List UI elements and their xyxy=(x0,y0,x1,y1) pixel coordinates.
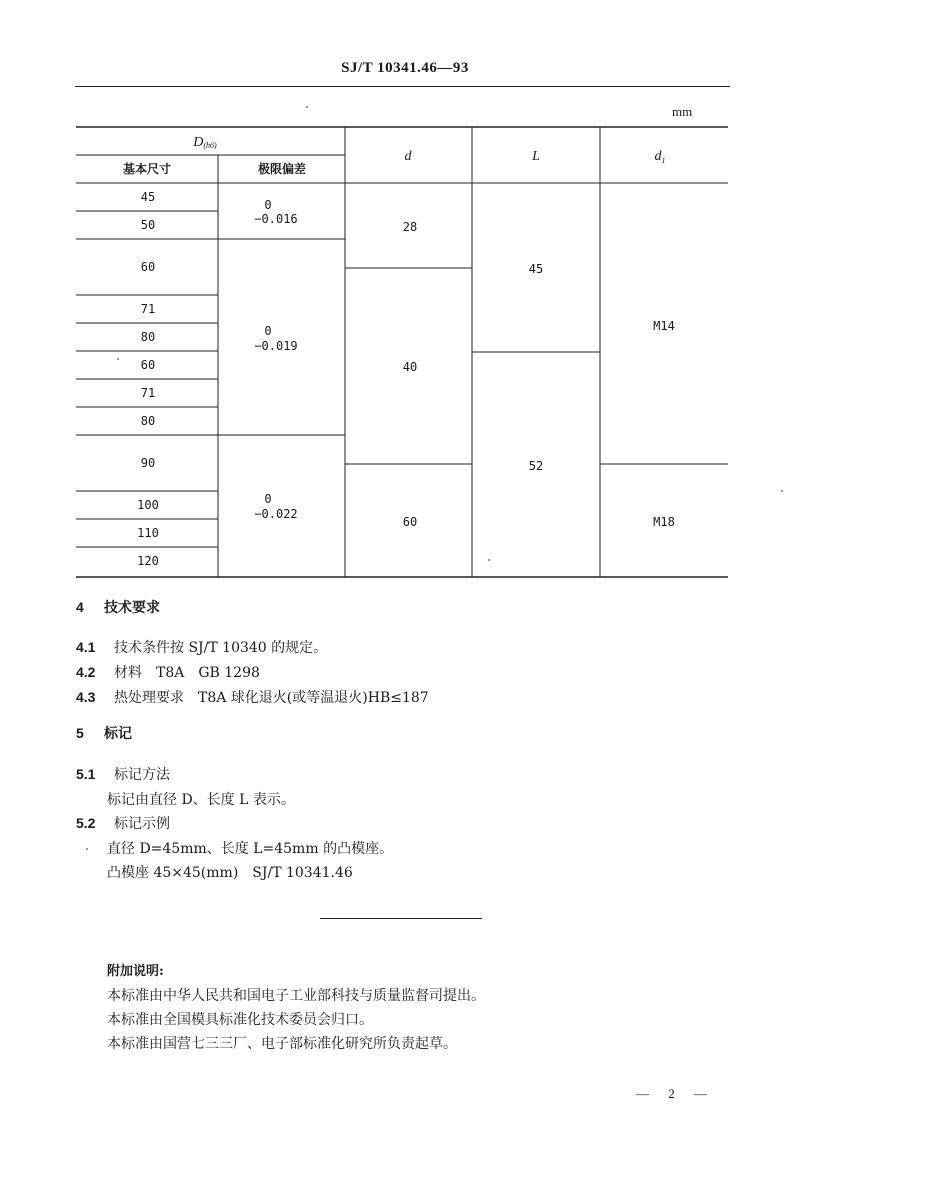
clause-text: 热处理要求 T8A 球化退火(或等温退火)HB≤187 xyxy=(114,690,429,706)
basic-size-cell: 60 xyxy=(140,358,156,372)
header-tolerance: 极限偏差 xyxy=(257,162,307,176)
clause-number: 5.2 xyxy=(76,815,96,831)
section-number: 5 xyxy=(76,725,84,741)
clause-text: 技术条件按 SJ/T 10340 的规定。 xyxy=(114,640,328,656)
tolerance-lower: −0.022 xyxy=(254,507,298,521)
basic-size-cell: 45 xyxy=(140,190,156,204)
clause-5-1 xyxy=(76,764,170,784)
scan-speck xyxy=(488,559,490,561)
header-d: d xyxy=(404,149,412,164)
d-cell: 40 xyxy=(402,360,418,374)
basic-size-cell: 90 xyxy=(140,456,156,470)
d1-cell: M18 xyxy=(653,515,675,529)
scan-speck xyxy=(781,490,783,492)
clause-title: 标记示例 xyxy=(114,816,170,832)
basic-size-cell: 50 xyxy=(140,218,156,232)
clause-5-1-text: 标记由直径 D、长度 L 表示。 xyxy=(107,792,295,808)
header-d1: $d_1$ xyxy=(654,149,666,165)
page-header-standard-code: SJ/T 10341.46—93 xyxy=(341,60,469,76)
example-text-2: 凸模座 45×45(mm) SJ/T 10341.46 xyxy=(107,865,353,881)
scan-speck xyxy=(86,848,88,850)
header-D: D(h6) xyxy=(193,135,217,150)
header-L: L xyxy=(532,149,540,164)
section-number: 4 xyxy=(76,599,84,615)
clause-text: 材料 T8A GB 1298 xyxy=(114,665,260,681)
L-cell: 45 xyxy=(528,262,544,276)
notes-line: 本标准由中华人民共和国电子工业部科技与质量监督司提出。 xyxy=(107,988,485,1004)
notes-line: 本标准由国营七三三厂、电子部标准化研究所负责起草。 xyxy=(107,1036,457,1052)
notes-line: 本标准由全国模具标准化技术委员会归口。 xyxy=(107,1012,373,1028)
clause-4-1 xyxy=(76,637,327,657)
d-cell: 28 xyxy=(402,220,418,234)
section-title: 标记 xyxy=(104,726,132,742)
tolerance-lower: −0.019 xyxy=(254,339,298,353)
basic-size-cell: 100 xyxy=(137,498,159,512)
section-title: 技术要求 xyxy=(104,600,160,616)
clause-number: 4.2 xyxy=(76,664,96,680)
section-4-heading xyxy=(76,597,160,617)
clause-number: 4.1 xyxy=(76,639,96,655)
tolerance-lower: −0.016 xyxy=(254,212,298,226)
d1-cell: M14 xyxy=(653,319,675,333)
L-cell: 52 xyxy=(528,459,544,473)
basic-size-cell: 60 xyxy=(140,260,156,274)
tolerance-upper: 0 xyxy=(264,492,272,506)
d-cell: 60 xyxy=(402,515,418,529)
basic-size-cell: 71 xyxy=(140,386,156,400)
clause-5-2 xyxy=(76,813,170,833)
basic-size-cell: 80 xyxy=(140,330,156,344)
page-number: — 2 — xyxy=(636,1086,715,1101)
basic-size-cell: 71 xyxy=(140,302,156,316)
clause-4-3 xyxy=(76,687,429,707)
basic-size-cell: 120 xyxy=(137,554,159,568)
basic-size-cell: 110 xyxy=(137,526,159,540)
section-5-heading xyxy=(76,723,132,743)
notes-title: 附加说明: xyxy=(107,964,164,979)
scan-speck xyxy=(306,106,308,108)
example-text-1: 直径 D=45mm、长度 L=45mm 的凸模座。 xyxy=(107,841,394,857)
basic-size-cell: 80 xyxy=(140,414,156,428)
clause-number: 5.1 xyxy=(76,766,96,782)
tolerance-upper: 0 xyxy=(264,324,272,338)
section-end-rule xyxy=(320,918,482,919)
clause-number: 4.3 xyxy=(76,689,96,705)
clause-title: 标记方法 xyxy=(114,767,170,783)
scan-speck xyxy=(117,358,119,360)
header-basic-size: 基本尺寸 xyxy=(122,162,172,176)
tolerance-upper: 0 xyxy=(264,198,272,212)
clause-4-2 xyxy=(76,662,260,682)
table-unit: mm xyxy=(672,104,693,119)
